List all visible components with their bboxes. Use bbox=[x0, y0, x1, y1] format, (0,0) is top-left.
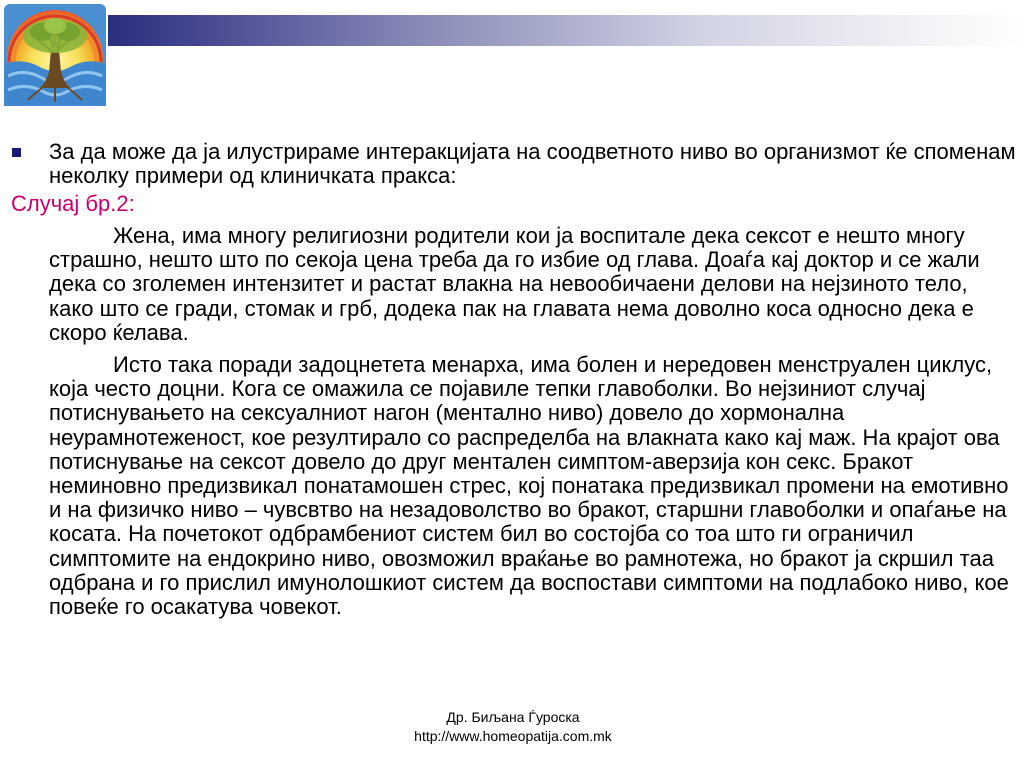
bullet-item bbox=[0, 140, 1024, 188]
case-paragraph-1: Жена, има многу религиозни родители кои ја воспитале дека сексот е нешто многу страшно, нешто што по секоја цена треба да го избие од глава. Доаѓа кај доктор и се жали дека со зголемен интензитет и растат влакна на невообичаени делови на нејзиното тело, како што се гради, стомак и грб, додека пак на главата нема доволно коса односно дека е скоро ќелава. bbox=[49, 223, 980, 345]
case-title: Случај бр.2: bbox=[11, 191, 135, 216]
slide-content bbox=[0, 140, 1024, 619]
square-bullet-icon bbox=[12, 148, 21, 157]
bullet-text: За да може да ја илустрираме интеракцијата на соодветното ниво во организмот ќе споменам неколку примери од клиничката пракса: bbox=[49, 139, 1016, 188]
footer-author: Др. Биљана Ѓуроска bbox=[446, 709, 580, 725]
tree-sun-water-logo-icon bbox=[2, 2, 108, 108]
footer-url: http://www.homeopatija.com.mk bbox=[414, 728, 612, 744]
case-paragraph-2: Исто така поради задоцнетета менарха, има болен и нередовен менструален циклус, која често доцни. Кога се омажила се појавиле тепки главоболки. Во нејзиниот случај потиснувањето на сексуалниот нагон (ментално ниво) довело до хормонална неурамнотеженост, кое резултирало со распределба на влакната како кај маж. На крајот ова потиснување на сексот довело до друг ментален симптом-аверзија кон секс. Бракот неминовно предизвикал понатамошен стрес, кој понатака предизвикал промени на емотивно и на физичко ниво – чувсвтво на незадоволство во бракот, старшни главоболки и опаѓање на косата. На почетокот одбрамбениот систем бил во состојба со тоа што ги ограничил симптомите на ендокрино ниво, овозможил враќање во рамнотежа, но бракот ја скршил таа одбрана и го прислил имунолошкиот систем да воспостави симптоми на подлабоко ниво, кое повеќе го осакатува човекот. bbox=[49, 352, 1009, 620]
footer bbox=[0, 708, 1024, 746]
header-gradient-bar bbox=[108, 15, 1024, 46]
